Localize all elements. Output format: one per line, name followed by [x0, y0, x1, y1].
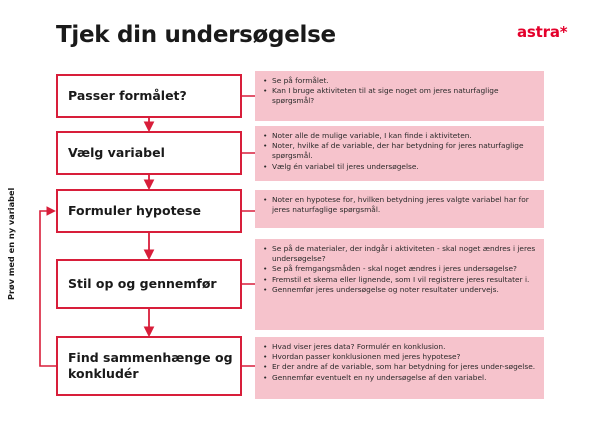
astra-logo: astra* [517, 23, 568, 41]
step-label: Stil op og gennemfør [68, 276, 217, 291]
note-item: • Vælg én variabel til jeres undersøgelse. [272, 162, 536, 172]
step-label: Formuler hypotese [68, 203, 201, 218]
step-label: Find sammenhænge og konkludér [68, 350, 233, 381]
note-item: • Gennemfør jeres undersøgelse og noter resultater undervejs. [272, 285, 536, 295]
note-item: • Noter, hvilke af de variable, der har betydning for jeres naturfaglige spørgsmål. [272, 141, 536, 161]
note-item: • Se på de materialer, der indgår i aktiviteten - skal noget ændres i jeres undersøgelse? [272, 244, 536, 264]
step-label: Vælg variabel [68, 145, 165, 160]
step-label: Passer formålet? [68, 88, 187, 103]
loop-arrow [40, 211, 56, 366]
note-item: • Gennemfør eventuelt en ny undersøgelse af den variabel. [272, 373, 536, 383]
note-item: • Kan I bruge aktiviteten til at sige noget om jeres naturfaglige spørgsmål? [272, 86, 536, 106]
note-item: • Hvad viser jeres data? Formulér en konklusion. [272, 342, 536, 352]
page-title: Tjek din undersøgelse [56, 22, 336, 48]
note-item: • Noter alle de mulige variable, I kan finde i aktiviteten. [272, 131, 536, 141]
note-item: • Fremstil et skema eller lignende, som I vil registrere jeres resultater i. [272, 275, 536, 285]
note-item: • Se på fremgangsmåden - skal noget ændres i jeres undersøgelse? [272, 264, 536, 274]
note-item: • Noter en hypotese for, hvilken betydning jeres valgte variabel har for jeres naturfaglige spørgsmål. [272, 195, 536, 215]
note-item: • Se på formålet. [272, 76, 536, 86]
loop-label: Prøv med en ny variabel [6, 187, 16, 300]
note-item: • Er der andre af de variable, som har betydning for jeres under-søgelse. [272, 362, 536, 372]
note-item: • Hvordan passer konklusionen med jeres hypotese? [272, 352, 536, 362]
